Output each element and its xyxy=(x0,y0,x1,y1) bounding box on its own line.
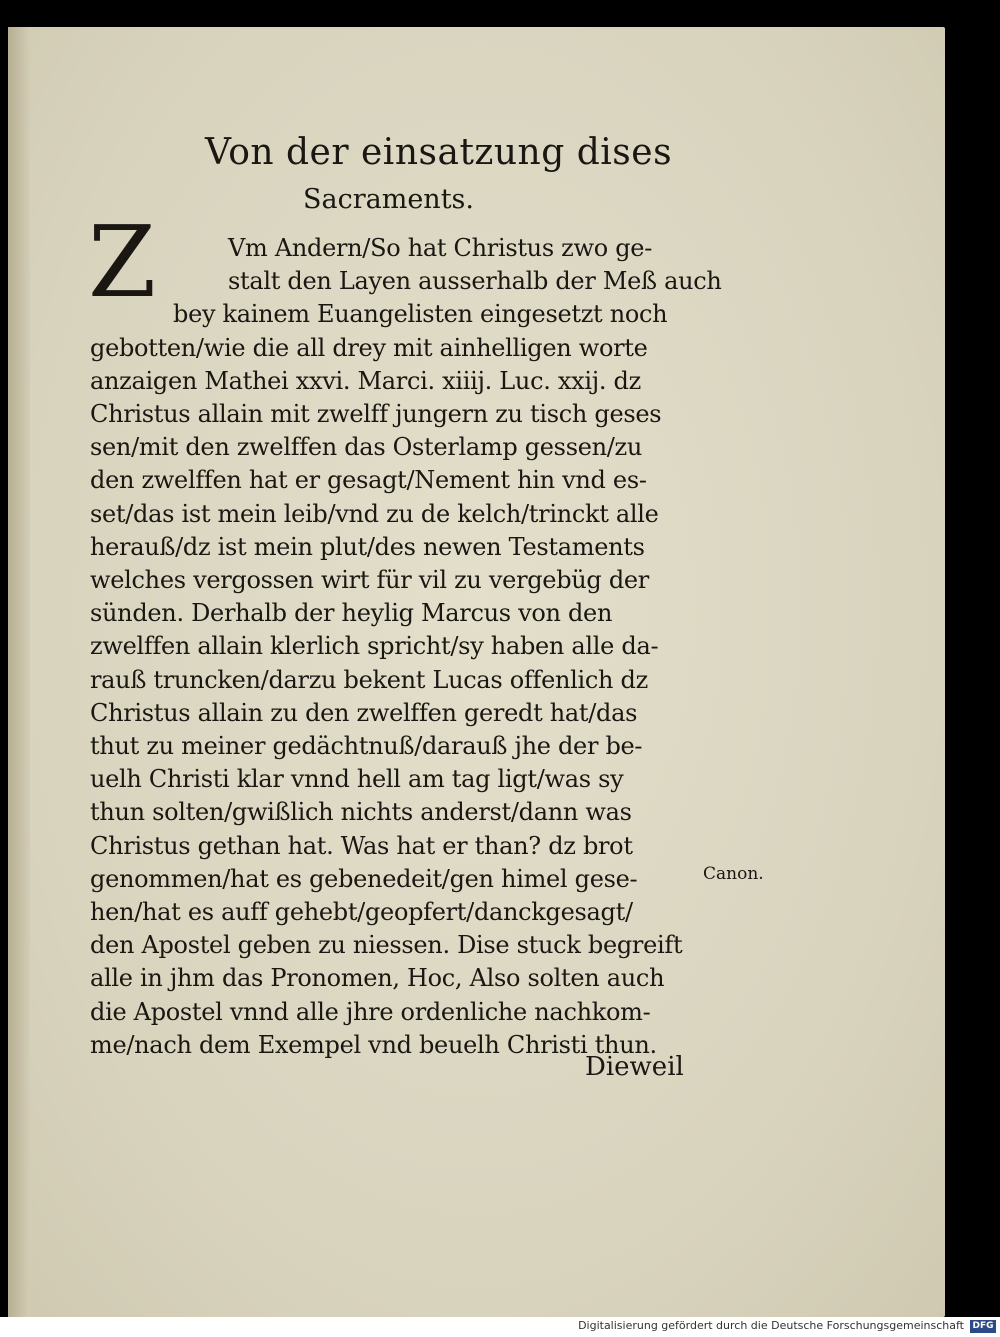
text-line: Christus gethan hat. Was hat er than? dz brot xyxy=(90,831,633,860)
text-line: gebotten/wie die all drey mit ainhelligen worte xyxy=(90,333,648,362)
text-line: alle in jhm das Pronomen, Hoc, Also solten auch xyxy=(90,964,665,993)
text-line: uelh Christi klar vnnd hell am tag ligt/was sy xyxy=(90,765,624,794)
text-line: genommen/hat es gebenedeit/gen himel gese- xyxy=(90,864,638,893)
text-line: sen/mit den zwelffen das Osterlamp gessen/zu xyxy=(90,433,643,462)
text-line: thut zu meiner gedächtnuß/darauß jhe der be- xyxy=(90,732,643,760)
footer-credit: Digitalisierung gefördert durch die Deutsche Forschungsgemeinschaft xyxy=(578,1319,964,1332)
text-line: sünden. Derhalb der heylig Marcus von den xyxy=(90,599,613,628)
text-line: thun solten/gwißlich nichts anderst/dann was xyxy=(90,798,632,827)
marginal-note: Canon. xyxy=(703,864,764,884)
text-line: Christus allain zu den zwelffen geredt hat/das xyxy=(90,698,638,727)
text-line: rauß truncken/darzu bekent Lucas offenlich dz xyxy=(90,665,648,694)
text-line: anzaigen Mathei xxvi. Marci. xiiij. Luc. xxij. dz xyxy=(90,366,641,395)
text-line: den Apostel geben zu niessen. Dise stuck begreift xyxy=(90,931,683,960)
section-subheading: Sacraments. xyxy=(303,184,474,215)
catchword: Dieweil xyxy=(585,1052,684,1082)
text-line: die Apostel vnnd alle jhre ordenliche nachkom- xyxy=(90,997,651,1026)
text-line: herauß/dz ist mein plut/des newen Testaments xyxy=(90,532,645,561)
section-heading: Von der einsatzung dises xyxy=(205,132,673,173)
text-line: welches vergossen wirt für vil zu vergebüg der xyxy=(90,566,649,594)
text-line: Christus allain mit zwelff jungern zu tisch geses xyxy=(90,400,662,428)
text-line: bey kainem Euangelisten eingesetzt noch xyxy=(173,300,668,329)
text-line: me/nach dem Exempel vnd beuelh Christi thun. xyxy=(90,1030,657,1059)
page-binding-edge xyxy=(8,27,30,1317)
text-line: hen/hat es auff gehebt/geopfert/danckgesagt/ xyxy=(90,898,633,926)
text-line: set/das ist mein leib/vnd zu de kelch/trinckt alle xyxy=(90,499,659,528)
text-line: stalt den Layen ausserhalb der Meß auch xyxy=(228,267,722,296)
text-line: Vm Andern/So hat Christus zwo ge- xyxy=(228,234,653,262)
dfg-logo: DFG xyxy=(970,1320,996,1333)
footer-bar xyxy=(0,1317,1000,1337)
text-line: zwelffen allain klerlich spricht/sy haben alle da- xyxy=(90,632,659,661)
text-line: den zwelffen hat er gesagt/Nement hin vnd es- xyxy=(90,466,647,495)
decorated-initial: Z xyxy=(88,206,157,320)
